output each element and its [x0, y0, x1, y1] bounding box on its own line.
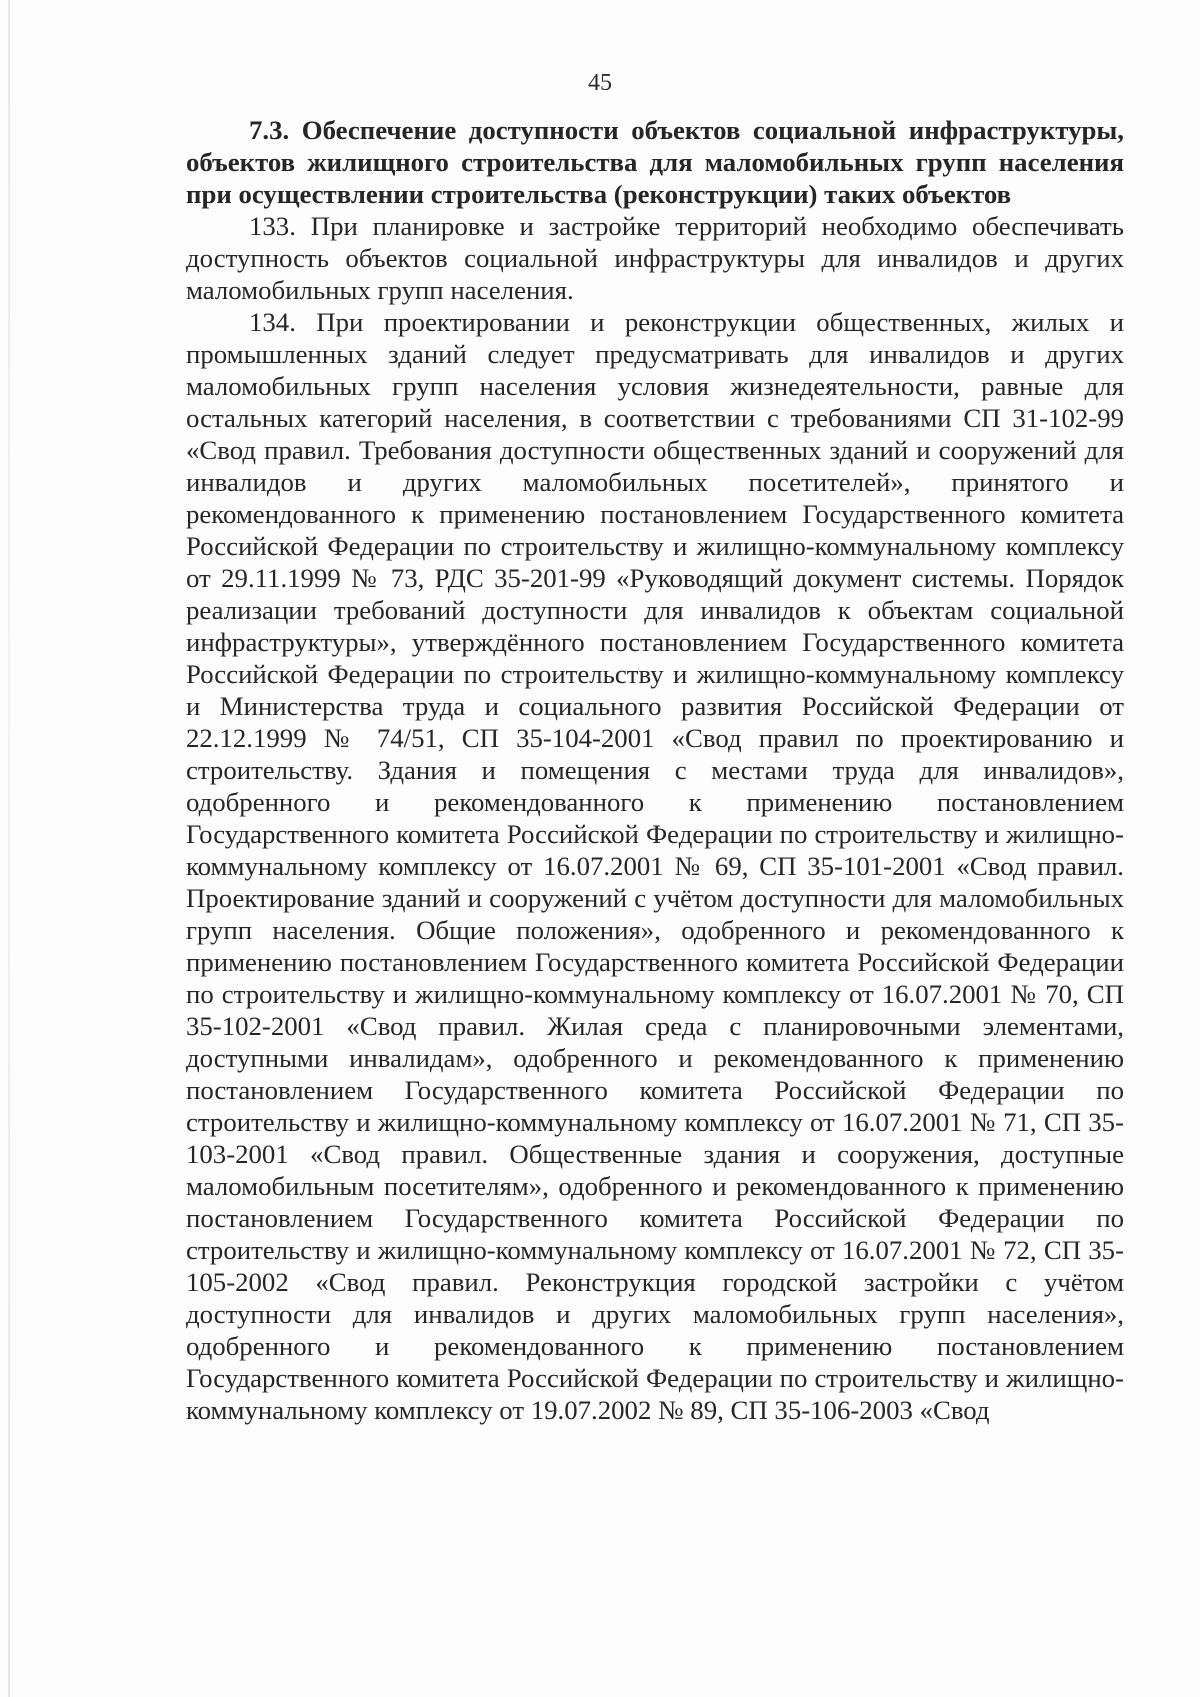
document-text [186, 114, 1124, 1426]
scan-edge-shadow [8, 0, 10, 1697]
section-heading: 7.3. Обеспечение доступности объектов социальной инфраструктуры, объектов жилищного строительства для маломобильных групп населения при осуществлении строительства (реконструкции) таких объектов [186, 115, 1124, 209]
page-number: 45 [588, 70, 612, 96]
paragraph-133: 133. При планировке и застройке территорий необходимо обеспечивать доступность объектов социальной инфраструктуры для инвалидов и других маломобильных групп населения. [186, 211, 1124, 305]
paragraph-134: 134. При проектировании и реконструкции общественных, жилых и промышленных зданий следует предусматривать для инвалидов и других маломобильных групп населения условия жизнедеятельности, равные для остальных категорий населения, в соответствии с требованиями СП 31-102-99 «Свод правил. Требования доступности общественных зданий и сооружений для инвалидов и других маломобильных посетителей», принятого и рекомендованного к применению постановлением Государственного комитета Российской Федерации по строительству и жилищно-коммунальному комплексу от 29.11.1999 № 73, РДС 35-201-99 «Руководящий документ системы. Порядок реализации требований доступности для инвалидов к объектам социальной инфраструктуры», утверждённого постановлением Государственного комитета Российской Федерации по строительству и жилищно-коммунальному комплексу и Министерства труда и социального развития Российской Федерации от 22.12.1999 № 74/51, СП 35-104-2001 «Свод правил по проектированию и строительству. Здания и помещения с местами труда для инвалидов», одобренного и рекомендованного к применению постановлением Государственного комитета Российской Федерации по строительству и жилищно-коммунальному комплексу от 16.07.2001 № 69, СП 35-101-2001 «Свод правил. Проектирование зданий и сооружений с учётом доступности для маломобильных групп населения. Общие положения», одобренного и рекомендованного к применению постановлением Государственного комитета Российской Федерации по строительству и жилищно-коммунальному комплексу от 16.07.2001 № 70, СП 35-102-2001 «Свод правил. Жилая среда с планировочными элементами, доступными инвалидам», одобренного и рекомендованного к применению постановлением Государственного комитета Российской Федерации по строительству и жилищно-коммунальному комплексу от 16.07.2001 № 71, СП 35-103-2001 «Свод правил. Общественные здания и сооружения, доступные маломобильным посетителям», одобренного и рекомендованного к применению постановлением Государственного комитета Российской Федерации по строительству и жилищно-коммунальному комплексу от 16.07.2001 № 72, СП 35-105-2002 «Свод правил. Реконструкция городской застройки с учётом доступности для инвалидов и других маломобильных групп населения», одобренного и рекомендованного к применению постановлением Государственного комитета Российской Федерации по строительству и жилищно-коммунальному комплексу от 19.07.2002 № 89, СП 35-106-2003 «Свод [186, 307, 1124, 1425]
